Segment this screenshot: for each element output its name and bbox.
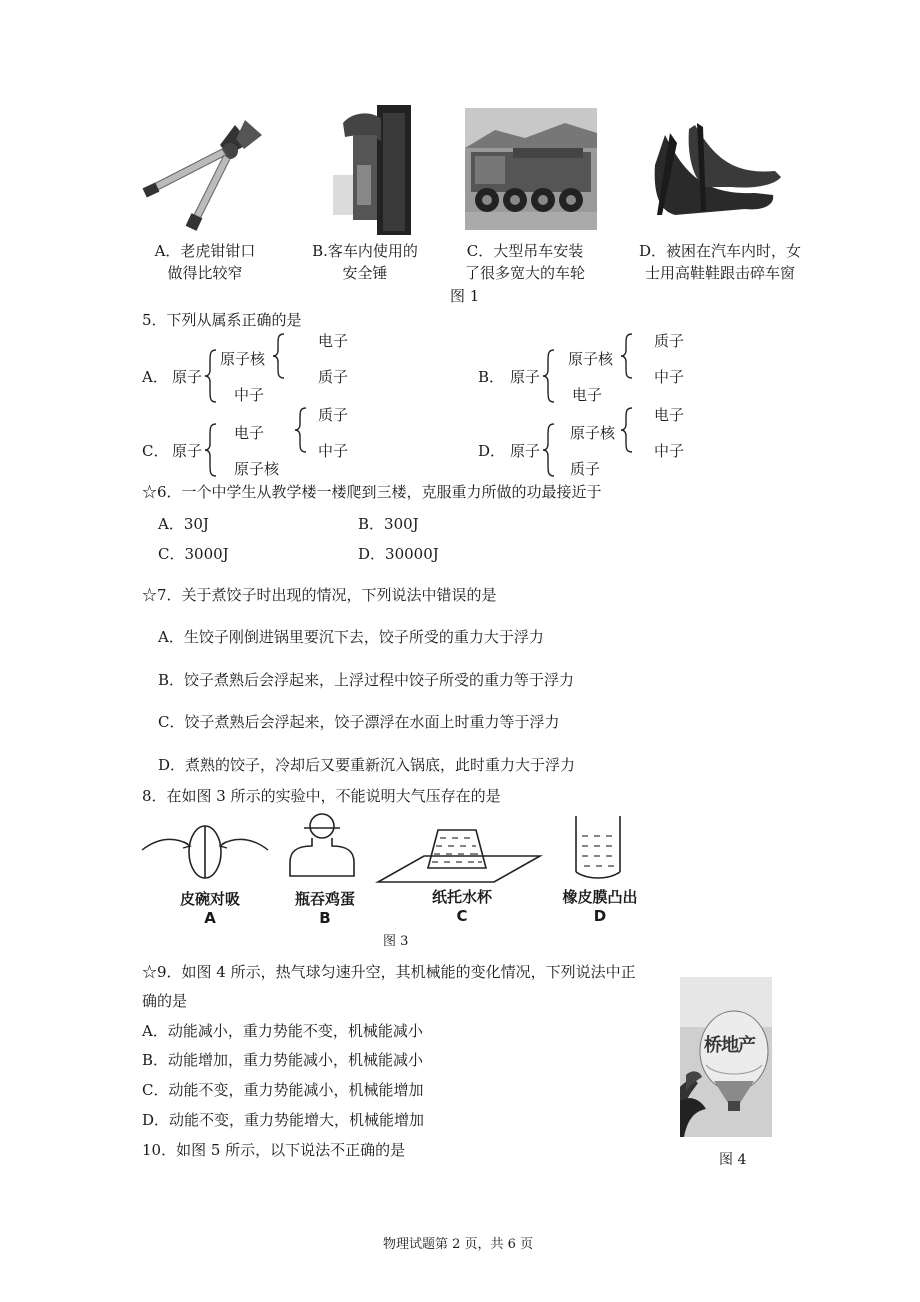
fig3-label-d: 橡皮膜凸出 D: [562, 888, 638, 925]
question-8-stem: 8．在如图 3 所示的实验中，不能说明大气压存在的是: [142, 787, 501, 805]
fig3-label-b: 瓶吞鸡蛋 B: [294, 890, 355, 927]
brace-icon: [620, 406, 634, 454]
q5-option-d[interactable]: D． 原子 原子核 质子 电子 中子: [478, 406, 685, 478]
paper-water-cup-diagram: [372, 826, 542, 886]
q7-option-d[interactable]: D．煮熟的饺子，冷却后又要重新沉入锅底，此时重力大于浮力: [158, 756, 576, 774]
caption-d: D．被困在汽车内时，女 士用高鞋鞋跟击碎车窗: [638, 242, 802, 282]
brace-icon: [204, 348, 218, 404]
q7-option-b[interactable]: B．饺子煮熟后会浮起来，上浮过程中饺子所受的重力等于浮力: [158, 671, 575, 689]
brace-icon: [272, 332, 286, 380]
q6-option-a[interactable]: A．30J: [158, 515, 209, 533]
balloon-text: 桥地产: [704, 1035, 755, 1056]
q6-option-b[interactable]: B．300J: [358, 515, 419, 533]
figure-4-label: 图 4: [719, 1152, 747, 1168]
fig3-label-a: 皮碗对吸 A: [179, 890, 240, 927]
q5-option-a[interactable]: A． 原子 原子核 中子 电子 质子: [142, 332, 349, 404]
figure-1: [130, 100, 810, 310]
brace-icon: [542, 422, 556, 478]
rubber-membrane-diagram: [568, 816, 628, 884]
question-9-stem-line2: 确的是: [142, 992, 188, 1010]
question-9-stem-line1: ☆9．如图 4 所示，热气球匀速升空，其机械能的变化情况，下列说法中正: [142, 963, 636, 981]
q9-option-c[interactable]: C．动能不变，重力势能减小，机械能增加: [142, 1081, 424, 1099]
figure-1-label: 图 1: [450, 287, 480, 305]
q7-option-c[interactable]: C．饺子煮熟后会浮起来，饺子漂浮在水面上时重力等于浮力: [158, 713, 560, 731]
figure-4: [680, 977, 772, 1137]
fig3-label-c: 纸托水杯 C: [431, 888, 492, 925]
caption-c: C．大型吊车安装 了很多宽大的车轮: [464, 242, 585, 282]
high-heels-image: [635, 115, 785, 227]
question-7-stem: ☆7．关于煮饺子时出现的情况，下列说法中错误的是: [142, 586, 497, 604]
q9-option-b[interactable]: B．动能增加，重力势能减小，机械能减小: [142, 1051, 424, 1069]
q6-option-d[interactable]: D．30000J: [358, 545, 439, 563]
q9-option-d[interactable]: D．动能不变，重力势能增大，机械能增加: [142, 1111, 425, 1129]
safety-hammer-image: [325, 105, 415, 235]
bottle-egg-diagram: [282, 812, 362, 882]
caption-b: B.客车内使用的 安全锤: [312, 242, 418, 282]
pliers-image: [140, 115, 270, 235]
crane-truck-image: [465, 108, 597, 230]
question-10-stem: 10．如图 5 所示，以下说法不正确的是: [142, 1141, 406, 1159]
page-footer: 物理试题第 2 页，共 6 页: [383, 1237, 534, 1252]
hot-air-balloon-image: [680, 977, 772, 1137]
suction-cups-diagram: [140, 820, 270, 880]
question-5-stem: 5．下列从属系正确的是: [142, 311, 302, 329]
caption-a: A．老虎钳钳口 做得比较窄: [154, 242, 256, 282]
question-6-stem: ☆6．一个中学生从教学楼一楼爬到三楼，克服重力所做的功最接近于: [142, 483, 602, 501]
figure-3: [140, 812, 670, 952]
figure-3-label: 图 3: [383, 934, 409, 949]
brace-icon: [294, 406, 308, 454]
q5-option-c[interactable]: C． 原子 电子 原子核 质子 中子: [142, 406, 349, 478]
q6-option-c[interactable]: C．3000J: [158, 545, 229, 563]
q5-option-b[interactable]: B． 原子 原子核 电子 质子 中子: [478, 332, 685, 404]
brace-icon: [204, 422, 218, 478]
q7-option-a[interactable]: A．生饺子刚倒进锅里要沉下去，饺子所受的重力大于浮力: [158, 628, 544, 646]
q9-option-a[interactable]: A．动能减小，重力势能不变，机械能减小: [142, 1022, 423, 1040]
brace-icon: [542, 348, 556, 404]
brace-icon: [620, 332, 634, 380]
